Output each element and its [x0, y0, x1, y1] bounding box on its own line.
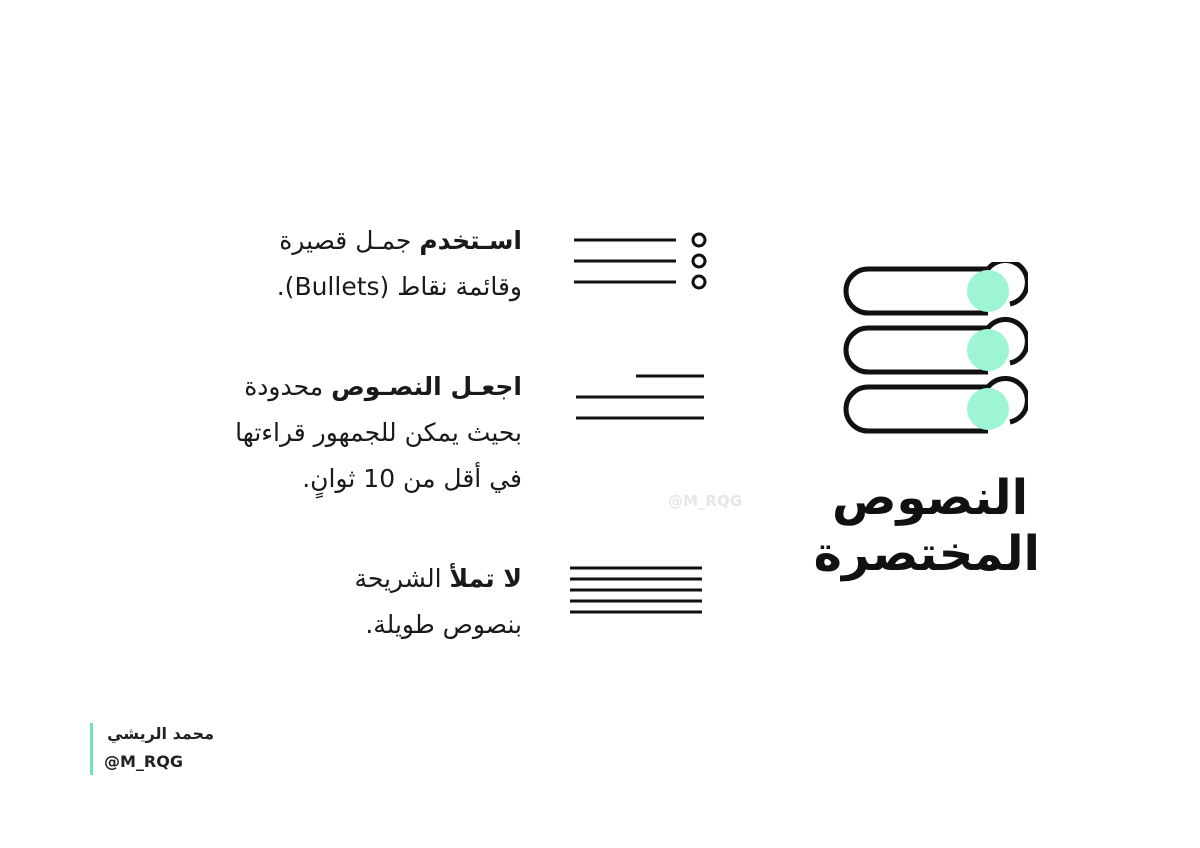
- author-accent-bar: [90, 723, 93, 775]
- title-line-2: المختصرة: [813, 526, 1040, 582]
- tip-line-1: [162, 556, 522, 602]
- title-line-1: النصوص: [831, 470, 1029, 526]
- tip-line-1: [122, 364, 522, 410]
- tip-line-2: بحيث يمكن للجمهور قراءتها: [235, 418, 522, 447]
- tip-bold: اسـتخدم: [419, 226, 522, 255]
- watermark: @M_RQG: [668, 492, 743, 510]
- tip-line-2: وقائمة نقاط (Bullets).: [276, 272, 522, 301]
- author-handle: @M_RQG: [104, 752, 183, 771]
- tip-rest: محدودة: [244, 372, 332, 401]
- tip-short-sentences: [162, 218, 522, 310]
- tip-limited-text: [122, 364, 522, 502]
- tip-rest: جمـل قصيرة: [279, 226, 420, 255]
- dense-text-icon: [568, 564, 706, 616]
- tip-line-3: في أقل من 10 ثوانٍ.: [302, 464, 522, 493]
- short-text-icon: [574, 368, 708, 424]
- author-name: محمد الريشي: [107, 724, 214, 743]
- page-title: [813, 470, 1040, 582]
- tip-dont-fill-slide: [162, 556, 522, 648]
- tip-bold: لا تملأ: [449, 564, 522, 593]
- tip-rest: الشريحة: [354, 564, 450, 593]
- bullet-list-icon: [570, 230, 710, 294]
- stacked-toggles-icon: [838, 262, 1028, 442]
- tip-line-2: بنصوص طويلة.: [365, 610, 522, 639]
- tip-bold: اجعـل النصـوص: [331, 372, 522, 401]
- tip-line-1: [162, 218, 522, 264]
